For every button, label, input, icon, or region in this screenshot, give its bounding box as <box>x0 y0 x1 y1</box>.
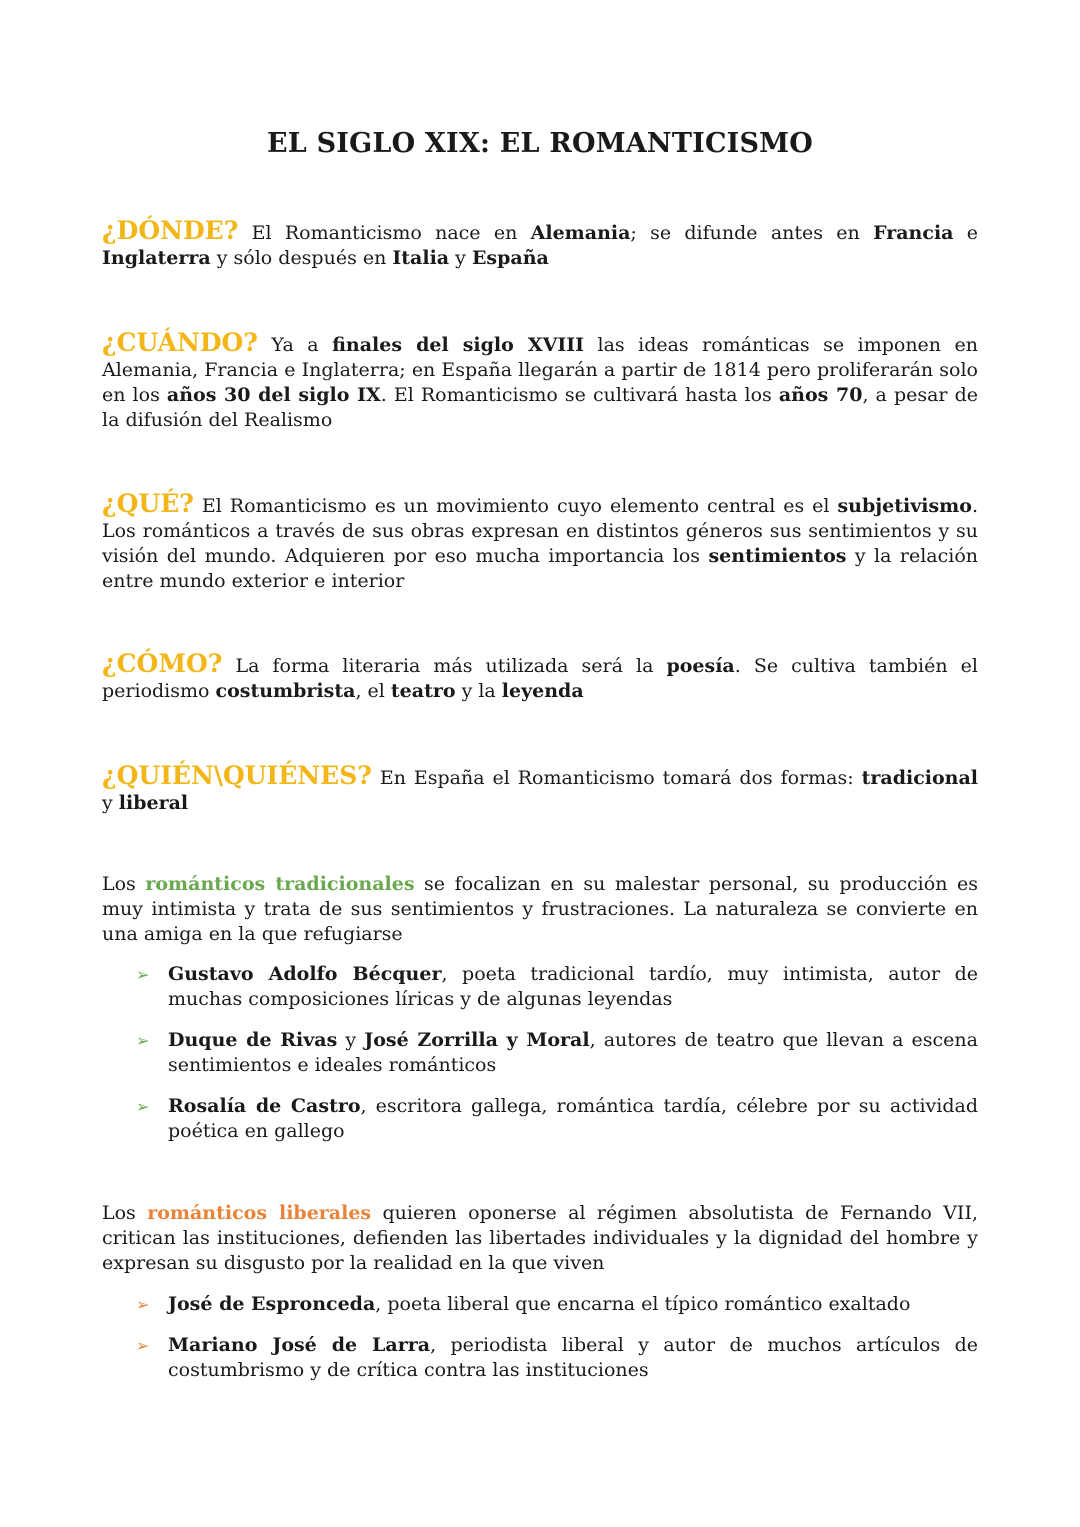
section-como: ¿CÓMO? La forma literaria más utilizada será la poesía. Se cultiva también el periodismo costumbrista, el teatro y la leyenda <box>102 649 978 702</box>
list-item: ➢ Duque de Rivas y José Zorrilla y Moral, autores de teatro que llevan a escena sentimientos e ideales románticos <box>136 1029 978 1076</box>
list-item: ➢ Rosalía de Castro, escritora gallega, romántica tardía, célebre por su actividad poética en gallego <box>136 1095 978 1142</box>
arrow-bullet-icon: ➢ <box>136 965 150 984</box>
section-cuando: ¿CUÁNDO? Ya a finales del siglo XVIII las ideas románticas se imponen en Alemania, Francia e Inglaterra; en España llegarán a partir de 1814 pero proliferarán solo en los años 30 del siglo IX. El Romanticismo se cultivará hasta los años 70, a pesar de la difusión del Realismo <box>102 328 978 431</box>
page-title: EL SIGLO XIX: EL ROMANTICISMO <box>267 128 813 159</box>
list-liberales <box>102 1292 978 1383</box>
section-que: ¿QUÉ? El Romanticismo es un movimiento cuyo elemento central es el subjetivismo. Los románticos a través de sus obras expresan en distintos géneros sus sentimientos y su visión del mundo. Adquieren por eso mucha importancia los sentimientos y la relación entre mundo exterior e interior <box>102 489 978 592</box>
question-donde: ¿DÓNDE? <box>102 216 239 245</box>
question-quien: ¿QUIÉN\QUIÉNES? <box>102 761 372 790</box>
paragraph-tradicionales: Los románticos tradicionales se focalizan en su malestar personal, su producción es muy intimista y trata de sus sentimientos y frustraciones. La naturaleza se convierte en una amiga en la que refugiarse <box>102 873 978 945</box>
arrow-bullet-icon: ➢ <box>136 1097 150 1116</box>
highlight-liberales: románticos liberales <box>147 1202 372 1224</box>
question-que: ¿QUÉ? <box>102 489 194 518</box>
list-tradicionales <box>102 962 978 1144</box>
question-como: ¿CÓMO? <box>102 649 223 678</box>
list-item: ➢ José de Espronceda, poeta liberal que encarna el típico romántico exaltado <box>136 1293 911 1315</box>
arrow-bullet-icon: ➢ <box>136 1295 150 1314</box>
list-item: ➢ Gustavo Adolfo Bécquer, poeta tradicional tardío, muy intimista, autor de muchas composiciones líricas y de algunas leyendas <box>136 963 978 1010</box>
paragraph-liberales: Los románticos liberales quieren oponerse al régimen absolutista de Fernando VII, critican las instituciones, defienden las libertades individuales y la dignidad del hombre y expresan su disgusto por la realidad en la que viven <box>102 1202 978 1274</box>
highlight-tradicionales: románticos tradicionales <box>145 873 415 895</box>
question-cuando: ¿CUÁNDO? <box>102 328 258 357</box>
section-quien: ¿QUIÉN\QUIÉNES? En España el Romanticismo tomará dos formas: tradicional y liberal <box>102 761 978 814</box>
list-item: ➢ Mariano José de Larra, periodista liberal y autor de muchos artículos de costumbrismo y de crítica contra las instituciones <box>136 1334 978 1381</box>
arrow-bullet-icon: ➢ <box>136 1031 150 1050</box>
arrow-bullet-icon: ➢ <box>136 1336 150 1355</box>
section-donde: ¿DÓNDE? El Romanticismo nace en Alemania; se difunde antes en Francia e Inglaterra y sólo después en Italia y España <box>102 216 978 269</box>
